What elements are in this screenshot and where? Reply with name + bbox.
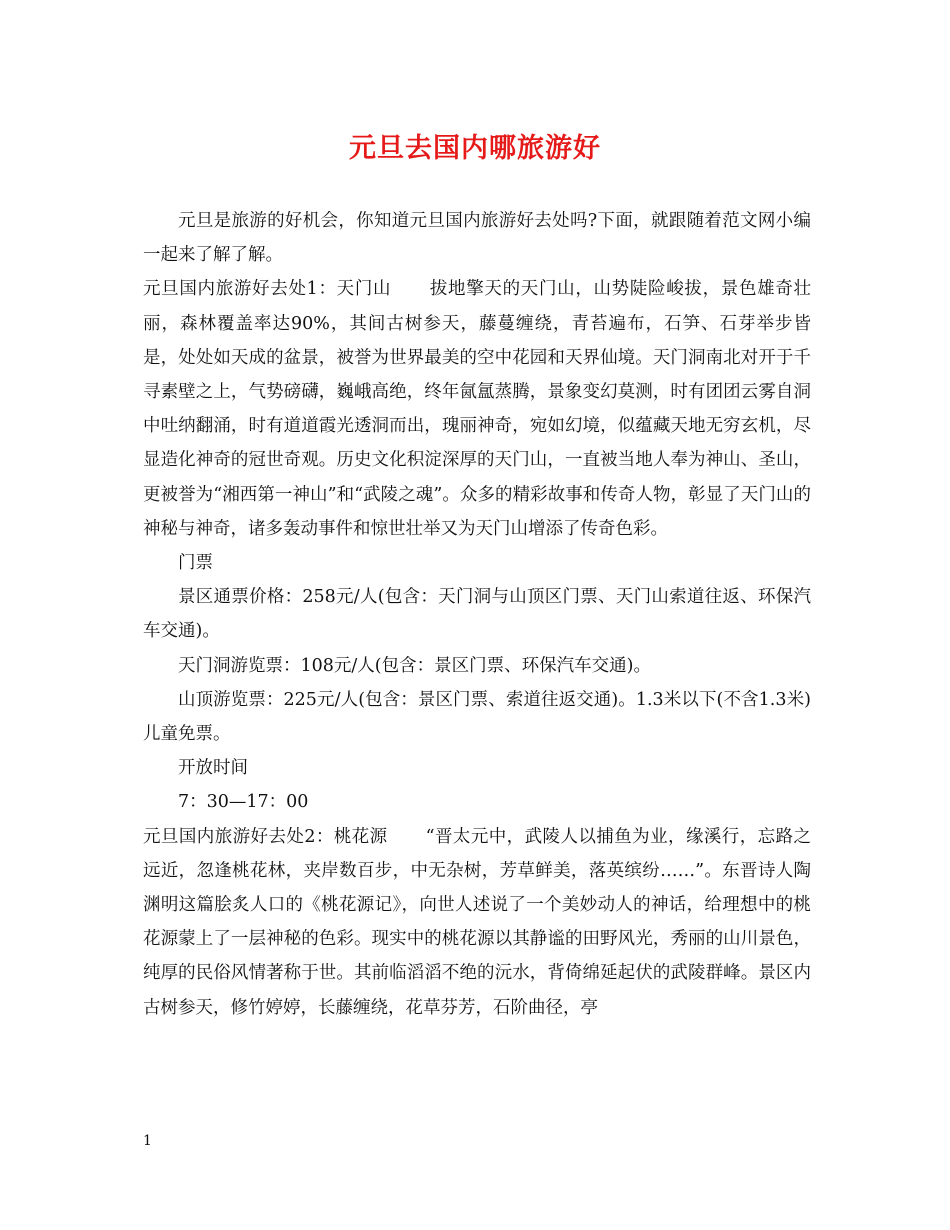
- intro-paragraph: 元旦是旅游的好机会，你知道元旦国内旅游好去处吗?下面，就跟随着范文网小编一起来了解了解。: [143, 211, 811, 266]
- document-body: [143, 204, 811, 1025]
- document-title: 元旦去国内哪旅游好: [349, 133, 601, 164]
- section2-text: “晋太元中，武陵人以捕鱼为业，缘溪行，忘路之远近，忽逢桃花林，夹岸数百步，中无杂树，芳草鲜美，落英缤纷……”。东晋诗人陶渊明这篇脍炙人口的《桃花源记》，向世人述说了一个美妙动人的神话，给理想中的桃花源蒙上了一层神秘的色彩。现实中的桃花源以其静谧的田野风光，秀丽的山川景色，纯厚的民俗风情著称于世。其前临滔滔不绝的沅水，背倚绵延起伏的武陵群峰。景区内古树参天，修竹婷婷，长藤缠绕，花草芬芳，石阶曲径，亭: [143, 826, 811, 1018]
- ticket-line: 景区通票价格：258元/人(包含：天门洞与山顶区门票、天门山索道往返、环保汽车交通)。: [143, 587, 811, 642]
- hours-value: 7：30—17：00: [178, 792, 309, 813]
- section1-text: 拔地擎天的天门山，山势陡险峻拔，景色雄奇壮丽，森林覆盖率达90%，其间古树参天，藤蔓缠绕，青苔遍布，石笋、石芽举步皆是，处处如天成的盆景，被誉为世界最美的空中花园和天界仙境。天门洞南北对开于千寻素壁之上，气势磅礴，巍峨高绝，终年氤氲蒸腾，景象变幻莫测，时有团团云雾自洞中吐纳翻涌，时有道道霞光透洞而出，瑰丽神奇，宛如幻境，似蕴藏天地无穷玄机，尽显造化神奇的冠世奇观。历史文化积淀深厚的天门山，一直被当地人奉为神山、圣山，更被誉为“湘西第一神山”和“武陵之魂”。众多的精彩故事和传奇人物，彰显了天门山的神秘与神奇，诸多轰动事件和惊世壮举又为天门山增添了传奇色彩。: [143, 279, 812, 539]
- hours-heading: 开放时间: [178, 758, 248, 779]
- page-number: 1: [143, 1133, 152, 1149]
- ticket-heading: 门票: [178, 553, 213, 574]
- ticket-line: 天门洞游览票：108元/人(包含：景区门票、环保汽车交通)。: [178, 655, 651, 676]
- section2-paragraph: [143, 820, 811, 1025]
- section2-heading: 元旦国内旅游好去处2：桃花源: [143, 826, 388, 847]
- section1-paragraph: [143, 272, 811, 546]
- section1-heading: 元旦国内旅游好去处1：天门山: [143, 279, 392, 300]
- ticket-line: 山顶游览票：225元/人(包含：景区门票、索道往返交通)。1.3米以下(不含1.3米)儿童免票。: [143, 689, 811, 745]
